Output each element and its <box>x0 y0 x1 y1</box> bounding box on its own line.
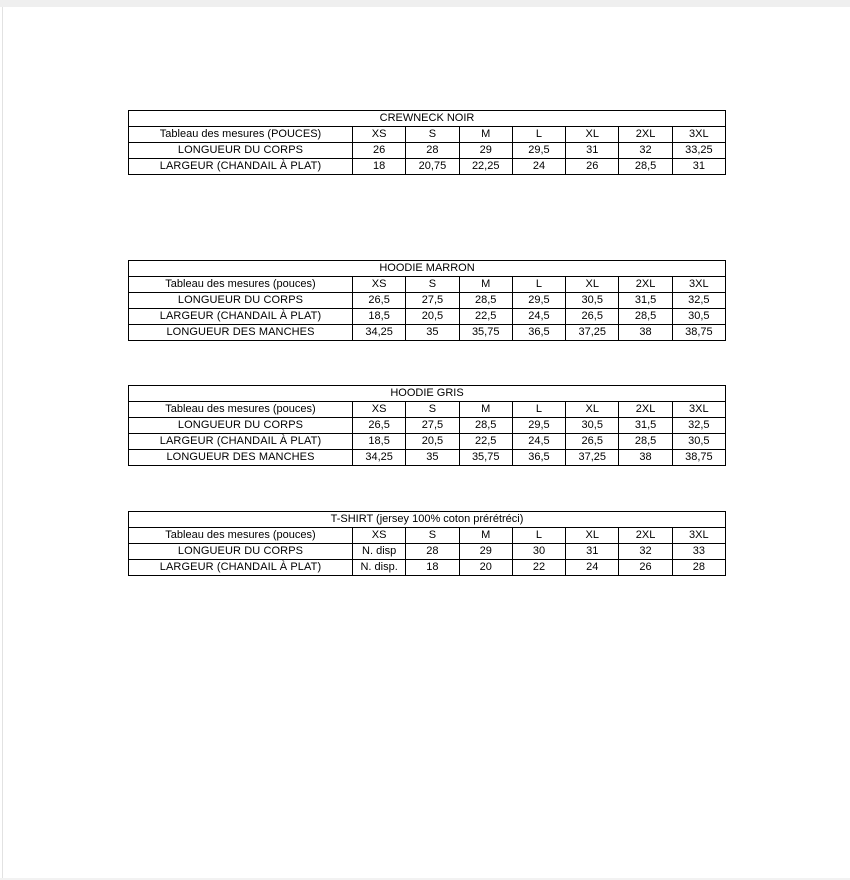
value-cell: 20 <box>459 560 512 576</box>
value-cell: 26 <box>619 560 672 576</box>
table-row <box>129 143 726 159</box>
table-row <box>129 159 726 175</box>
size-header-cell: XL <box>566 402 619 418</box>
value-cell: 30,5 <box>566 418 619 434</box>
value-cell: 28 <box>406 544 459 560</box>
size-header-cell: L <box>512 528 565 544</box>
value-cell: 24,5 <box>512 434 565 450</box>
value-cell: 37,25 <box>566 450 619 466</box>
value-cell: 20,75 <box>406 159 459 175</box>
value-cell: 38 <box>619 325 672 341</box>
value-cell: 32 <box>619 544 672 560</box>
value-cell: 26 <box>353 143 406 159</box>
size-header-cell: XS <box>353 528 406 544</box>
size-header-cell: M <box>459 402 512 418</box>
row-label-cell: LARGEUR (CHANDAIL À PLAT) <box>129 560 353 576</box>
value-cell: 22,25 <box>459 159 512 175</box>
value-cell: 30,5 <box>566 293 619 309</box>
size-header-cell: S <box>406 402 459 418</box>
table-row <box>129 418 726 434</box>
size-header-cell: 2XL <box>619 402 672 418</box>
size-header-cell: S <box>406 528 459 544</box>
value-cell: 29,5 <box>512 418 565 434</box>
value-cell: N. disp <box>353 544 406 560</box>
size-header-cell: XS <box>353 402 406 418</box>
value-cell: 24,5 <box>512 309 565 325</box>
row-label-cell: LARGEUR (CHANDAIL À PLAT) <box>129 159 353 175</box>
row-label-cell: LONGUEUR DU CORPS <box>129 143 353 159</box>
value-cell: 26,5 <box>566 434 619 450</box>
table-title: CREWNECK NOIR <box>129 111 726 127</box>
size-table <box>128 511 726 576</box>
value-cell: 29 <box>459 544 512 560</box>
value-cell: 18 <box>353 159 406 175</box>
size-header-cell: 3XL <box>672 277 725 293</box>
size-table-grid <box>128 511 726 576</box>
row-label-cell: LONGUEUR DU CORPS <box>129 293 353 309</box>
value-cell: 36,5 <box>512 325 565 341</box>
size-header-cell: L <box>512 402 565 418</box>
value-cell: 18,5 <box>353 434 406 450</box>
value-cell: 34,25 <box>353 450 406 466</box>
value-cell: 22,5 <box>459 434 512 450</box>
value-cell: 32,5 <box>672 418 725 434</box>
value-cell: 28,5 <box>619 309 672 325</box>
value-cell: 38 <box>619 450 672 466</box>
value-cell: 26,5 <box>353 293 406 309</box>
size-header-cell: 2XL <box>619 127 672 143</box>
value-cell: 26,5 <box>566 309 619 325</box>
value-cell: 28,5 <box>459 293 512 309</box>
value-cell: 28 <box>406 143 459 159</box>
size-table-grid <box>128 110 726 175</box>
table-title: HOODIE MARRON <box>129 261 726 277</box>
value-cell: 30 <box>512 544 565 560</box>
value-cell: 35,75 <box>459 325 512 341</box>
value-cell: 31,5 <box>619 418 672 434</box>
value-cell: 38,75 <box>672 450 725 466</box>
size-table-grid <box>128 385 726 466</box>
value-cell: 27,5 <box>406 418 459 434</box>
size-header-cell: XL <box>566 277 619 293</box>
size-table <box>128 385 726 466</box>
value-cell: 32 <box>619 143 672 159</box>
value-cell: 38,75 <box>672 325 725 341</box>
table-row <box>129 560 726 576</box>
value-cell: 28 <box>672 560 725 576</box>
value-cell: 35 <box>406 450 459 466</box>
value-cell: 26 <box>566 159 619 175</box>
value-cell: 24 <box>512 159 565 175</box>
value-cell: 31 <box>566 544 619 560</box>
value-cell: 32,5 <box>672 293 725 309</box>
row-label-cell: LONGUEUR DES MANCHES <box>129 450 353 466</box>
size-header-cell: M <box>459 127 512 143</box>
size-table-grid <box>128 260 726 341</box>
table-title: T-SHIRT (jersey 100% coton prérétréci) <box>129 512 726 528</box>
size-header-cell: S <box>406 277 459 293</box>
value-cell: 20,5 <box>406 309 459 325</box>
size-header-cell: XS <box>353 277 406 293</box>
table-row <box>129 325 726 341</box>
size-table <box>128 260 726 341</box>
value-cell: 22,5 <box>459 309 512 325</box>
size-header-cell: XL <box>566 528 619 544</box>
size-header-cell: 2XL <box>619 277 672 293</box>
value-cell: 26,5 <box>353 418 406 434</box>
size-header-cell: 3XL <box>672 402 725 418</box>
value-cell: 37,25 <box>566 325 619 341</box>
value-cell: 30,5 <box>672 434 725 450</box>
size-header-cell: XL <box>566 127 619 143</box>
size-table <box>128 110 726 175</box>
size-header-cell: M <box>459 277 512 293</box>
table-row <box>129 309 726 325</box>
value-cell: 31 <box>566 143 619 159</box>
measure-header-cell: Tableau des mesures (pouces) <box>129 528 353 544</box>
value-cell: 29,5 <box>512 143 565 159</box>
row-label-cell: LARGEUR (CHANDAIL À PLAT) <box>129 309 353 325</box>
size-header-cell: S <box>406 127 459 143</box>
row-label-cell: LONGUEUR DES MANCHES <box>129 325 353 341</box>
value-cell: 28,5 <box>619 434 672 450</box>
size-header-cell: XS <box>353 127 406 143</box>
table-row <box>129 544 726 560</box>
table-row <box>129 434 726 450</box>
measure-header-cell: Tableau des mesures (pouces) <box>129 402 353 418</box>
measure-header-cell: Tableau des mesures (POUCES) <box>129 127 353 143</box>
measure-header-cell: Tableau des mesures (pouces) <box>129 277 353 293</box>
value-cell: 31 <box>672 159 725 175</box>
value-cell: N. disp. <box>353 560 406 576</box>
value-cell: 22 <box>512 560 565 576</box>
row-label-cell: LONGUEUR DU CORPS <box>129 544 353 560</box>
size-header-cell: 2XL <box>619 528 672 544</box>
value-cell: 24 <box>566 560 619 576</box>
value-cell: 34,25 <box>353 325 406 341</box>
value-cell: 35,75 <box>459 450 512 466</box>
size-header-cell: L <box>512 277 565 293</box>
table-row <box>129 293 726 309</box>
table-title: HOODIE GRIS <box>129 386 726 402</box>
row-label-cell: LARGEUR (CHANDAIL À PLAT) <box>129 434 353 450</box>
value-cell: 35 <box>406 325 459 341</box>
size-header-cell: 3XL <box>672 528 725 544</box>
value-cell: 28,5 <box>619 159 672 175</box>
value-cell: 28,5 <box>459 418 512 434</box>
value-cell: 29 <box>459 143 512 159</box>
size-header-cell: M <box>459 528 512 544</box>
value-cell: 18 <box>406 560 459 576</box>
value-cell: 27,5 <box>406 293 459 309</box>
row-label-cell: LONGUEUR DU CORPS <box>129 418 353 434</box>
value-cell: 33 <box>672 544 725 560</box>
size-header-cell: 3XL <box>672 127 725 143</box>
value-cell: 33,25 <box>672 143 725 159</box>
value-cell: 20,5 <box>406 434 459 450</box>
value-cell: 29,5 <box>512 293 565 309</box>
value-cell: 30,5 <box>672 309 725 325</box>
size-header-cell: L <box>512 127 565 143</box>
value-cell: 31,5 <box>619 293 672 309</box>
table-row <box>129 450 726 466</box>
value-cell: 18,5 <box>353 309 406 325</box>
value-cell: 36,5 <box>512 450 565 466</box>
